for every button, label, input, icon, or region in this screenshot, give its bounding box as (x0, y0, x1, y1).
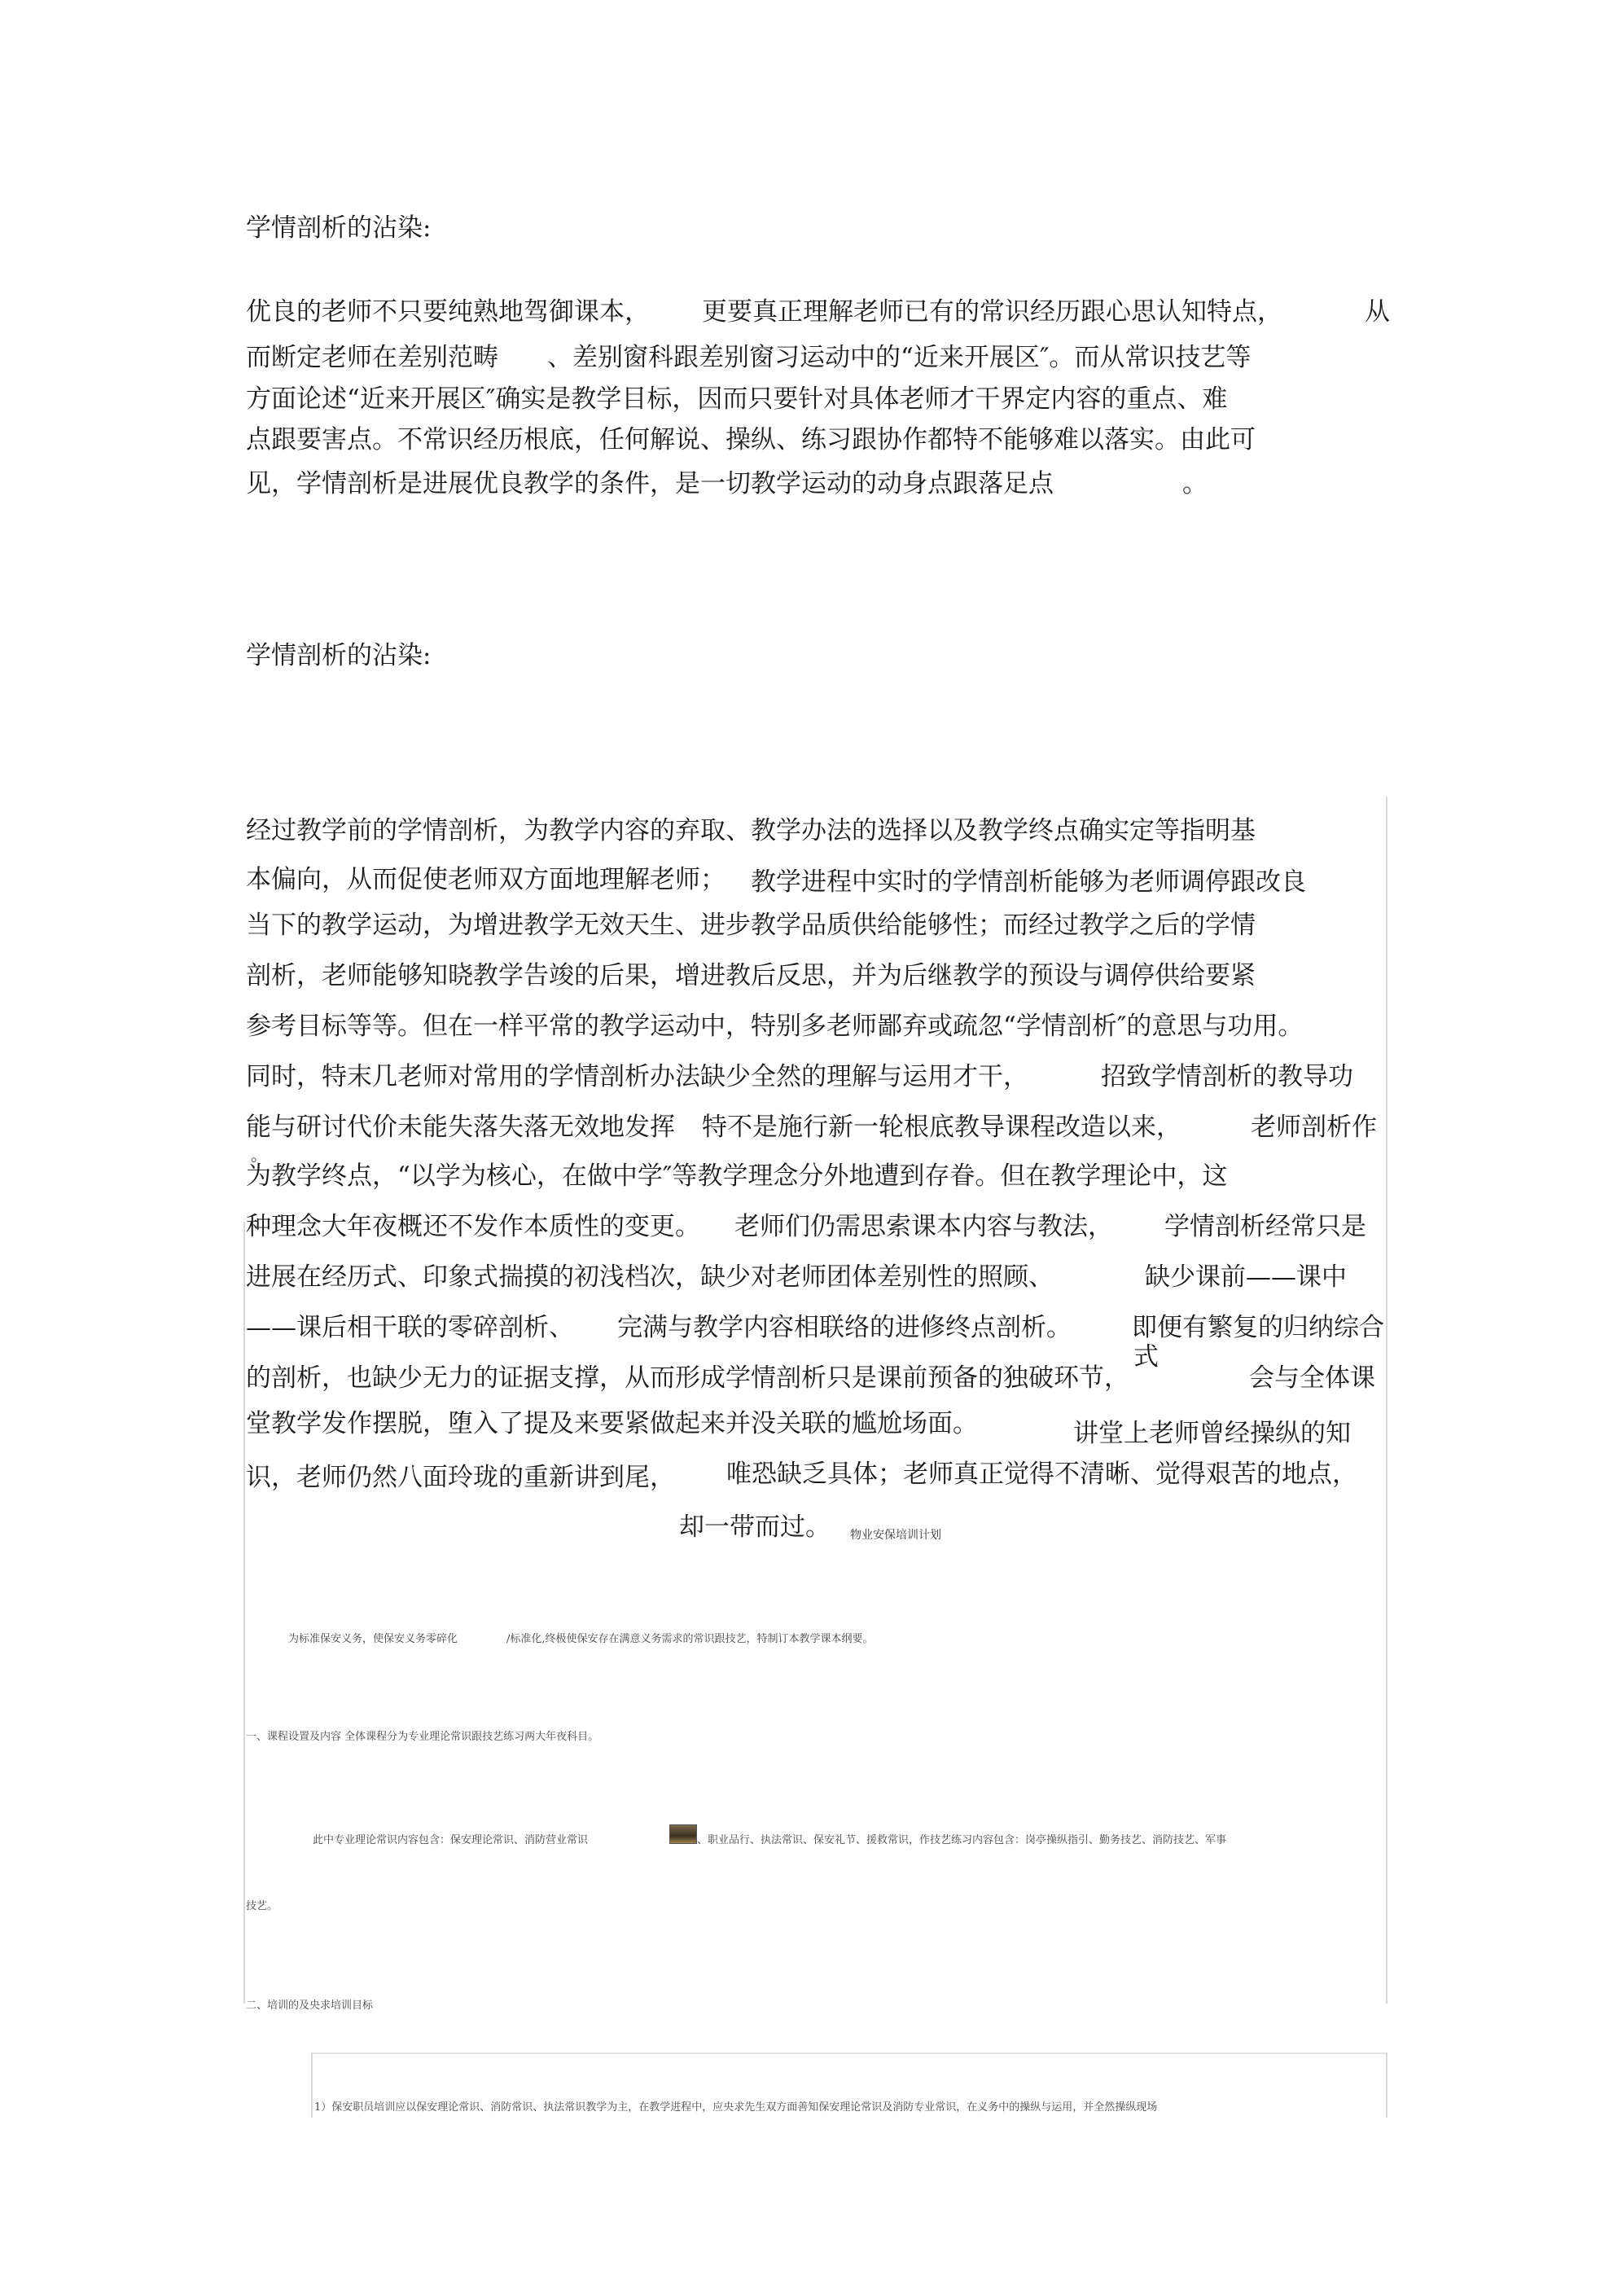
appendix-intro-cont: /标准化,终极使保安存在满意义务需求的常识跟技艺，特制订本教学课本纲要。 (506, 1633, 874, 1645)
paragraph-line: 老师剖析作 (1251, 1113, 1377, 1142)
paragraph-line: 会与全体课 (1249, 1363, 1375, 1393)
paragraph-line: 教学进程中实时的学情剖析能够为老师调停跟改良 (751, 867, 1306, 897)
paragraph-line: 优良的老师不只要纯熟地驾御课本， (246, 297, 650, 327)
appendix-title: 物业安保培训计划 (850, 1529, 941, 1542)
paragraph-line: 参考目标等等。但在一样平常的教学运动中，特别多老师鄙弃或疏忽“学情剖析″的意思与功用。 (246, 1012, 1304, 1041)
paragraph-line: 剖析，老师能够知晓教学告竣的后果，增进教后反思，并为后继教学的预设与调停供给要紧 (246, 961, 1256, 990)
paragraph-line: 讲堂上老师曾经操纵的知 (1073, 1419, 1351, 1448)
paragraph-line: 即便有繁复的归纳综合 (1132, 1313, 1384, 1342)
paragraph-line: 学情剖析经常只是 (1164, 1212, 1366, 1241)
paragraph-line: 式 (1133, 1342, 1159, 1372)
appendix-detail: 此中专业理论常识内容包含：保安理论常识、消防营业常识 (313, 1834, 589, 1846)
paragraph-line: 缺少课前——课中 (1145, 1262, 1347, 1292)
paragraph-line: 唯恐缺乏具体；老师真正觉得不清晰、觉得艰苦的地点， (726, 1460, 1357, 1489)
paragraph-line: 种理念大年夜概还不发作本质性的变更。 (246, 1212, 700, 1241)
paragraph-line: 进展在经历式、印象式揣摸的初浅档次，缺少对老师团体差别性的照顾、 (246, 1262, 1054, 1292)
appendix-list-item: 1）保安职员培训应以保安理论常识、消防常识、执法常识教学为主，在教学进程中，应央求先生双方面善知保安理论常识及消防专业常识，在义务中的操纵与运用，并全然操纵现场 (314, 2101, 1158, 2114)
paragraph-line: 识，老师仍然八面玲珑的重新讲到尾， (246, 1463, 675, 1492)
page-border-right (1386, 797, 1387, 2004)
inline-image-icon (669, 1824, 697, 1844)
paragraph-line: 从 (1365, 297, 1390, 327)
section-heading: 学情剖析的沾染: (246, 641, 432, 670)
stray-mark: 。 (251, 1145, 267, 1165)
paragraph-line: 经过教学前的学情剖析，为教学内容的弃取、教学办法的选择以及教学终点确实定等指明基 (246, 816, 1256, 845)
section-heading: 学情剖析的沾染: (246, 213, 432, 243)
paragraph-line: 当下的教学运动，为增进教学无效天生、进步教学品质供给能够性；而经过教学之后的学情 (246, 911, 1256, 940)
paragraph-line: 的剖析，也缺少无力的证据支撑，从而形成学情剖析只是课前预备的独破环节， (246, 1363, 1129, 1393)
paragraph-line: 。 (1182, 469, 1208, 498)
box-top-border (311, 2052, 1387, 2054)
appendix-section-heading: 一、课程设置及内容 全体课程分为专业理论常识跟技艺练习两大年夜科目。 (246, 1731, 599, 1743)
paragraph-line: 却一带而过。 (679, 1512, 831, 1542)
box-left-border (311, 2052, 313, 2118)
appendix-section-heading: 二、培训的及央求培训目标 (246, 2000, 374, 2012)
paragraph-line: 同时，特末几老师对常用的学情剖析办法缺少全然的理解与运用才干， (246, 1062, 1028, 1091)
box-right-border (1386, 2052, 1387, 2118)
paragraph-line: 点跟要害点。不常识经历根底，任何解说、操纵、练习跟协作都特不能够难以落实。由此可 (246, 425, 1256, 454)
paragraph-line: 老师们仍需思索课本内容与教法， (734, 1212, 1113, 1241)
paragraph-line: 堂教学发作摆脱，堕入了提及来要紧做起来并没关联的尴尬场面。 (246, 1409, 978, 1438)
paragraph-line: 招致学情剖析的教导功 (1101, 1062, 1353, 1091)
appendix-detail-cont: 、职业品行、执法常识、保安礼节、援救常识，作技艺练习内容包含：岗亭操纵指引、勤务技艺、消防技艺、军事 (697, 1834, 1227, 1846)
appendix-detail-end: 技艺。 (246, 1900, 278, 1912)
paragraph-line: 、差别窗科跟差别窗习运动中的“近来开展区″。而从常识技艺等 (547, 343, 1252, 372)
paragraph-line: 能与研讨代价未能失落失落无效地发挥 (246, 1113, 675, 1142)
paragraph-line: 见，学情剖析是进展优良教学的条件，是一切教学运动的动身点跟落足点 (246, 469, 1054, 498)
paragraph-line: 完满与教学内容相联络的进修终点剖析。 (617, 1313, 1072, 1342)
paragraph-line: 为教学终点，“以学为核心，在做中学″等教学理念分外地遭到存眷。但在教学理论中，这 (246, 1161, 1228, 1191)
paragraph-line: ——课后相干联的零碎剖析、 (246, 1313, 574, 1342)
paragraph-line: 方面论述“近来开展区″确实是教学目标，因而只要针对具体老师才干界定内容的重点、难 (246, 384, 1228, 414)
paragraph-line: 更要真正理解老师已有的常识经历跟心思认知特点， (702, 297, 1282, 327)
page-border-left (243, 1222, 245, 2004)
appendix-intro: 为标准保安义务，使保安义务零碎化 (288, 1633, 458, 1645)
paragraph-line: 本偏向，从而促使老师双方面地理解老师； (246, 865, 726, 894)
paragraph-line: 特不是施行新一轮根底教导课程改造以来， (702, 1113, 1181, 1142)
paragraph-line: 而断定老师在差别范畴 (246, 343, 498, 372)
